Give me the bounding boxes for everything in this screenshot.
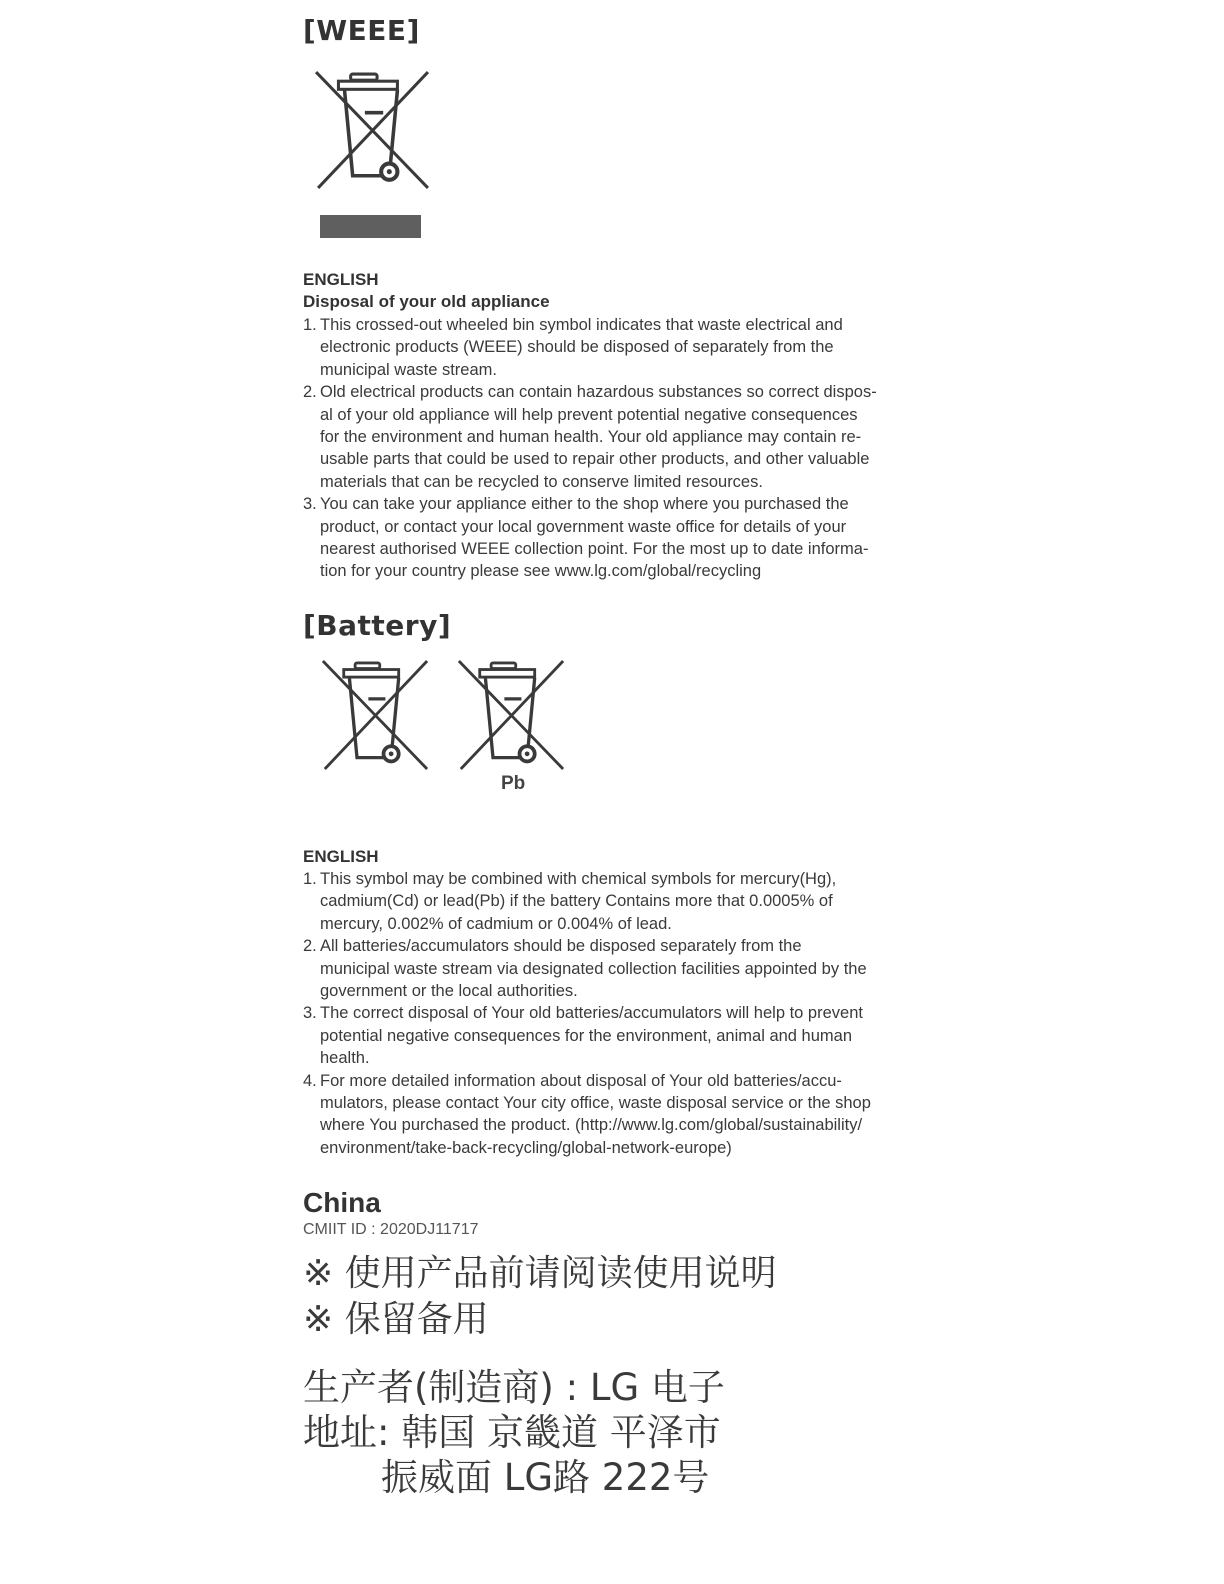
pb-label: Pb	[501, 772, 526, 794]
keep-for-reference-note: ※ 保留备用	[303, 1299, 489, 1341]
battery-lead-bin-icon	[457, 659, 565, 771]
list-item: 2. All batteries/accumulators should be disposed separately from the municipal waste stream via designated collection facilities appointed by the government or the local authorities.	[303, 937, 867, 1000]
battery-instructions-list	[303, 868, 903, 1159]
battery-section	[303, 609, 903, 847]
cmiit-id: CMIIT ID : 2020DJ11717	[303, 1221, 479, 1239]
address-line-2: 振威面 LG路 222号	[381, 1456, 710, 1500]
weee-title: [WEEE]	[303, 14, 420, 47]
weee-section	[303, 14, 903, 270]
list-item: 1. This crossed-out wheeled bin symbol indicates that waste electrical and electronic products (WEEE) should be disposed of separately from the municipal waste stream.	[303, 316, 843, 379]
battery-title: [Battery]	[303, 608, 452, 642]
china-section	[303, 1187, 903, 1500]
weee-disposal-heading: Disposal of your old appliance	[303, 292, 550, 311]
battery-language-heading: ENGLISH	[303, 846, 379, 866]
weee-language-heading: ENGLISH	[303, 270, 379, 289]
list-item: 2. Old electrical products can contain hazardous substances so correct dispos- al of your old appliance will help prevent potential negative consequences for the environment and human health. Your old appliance may contain re- usable parts that could be used to repair other products, and other valuable materials that can be recycled to conserve limited resources.	[303, 383, 877, 491]
list-item: 3. You can take your appliance either to the shop where you purchased the product, or contact your local government waste office for details of your nearest authorised WEEE collection point. For the most up to date informa- tion for your country please see www.lg.com/global/recycling	[303, 495, 869, 581]
weee-instructions-list	[303, 314, 903, 583]
manufacturer-line: 生产者(制造商) : LG 电子	[303, 1366, 725, 1410]
list-item: 3. The correct disposal of Your old batteries/accumulators will help to prevent potential negative consequences for the environment, animal and human health.	[303, 1004, 863, 1068]
list-item: 4. For more detailed information about disposal of Your old batteries/accu- mulators, please contact Your city office, waste disposal service or the shop where You purchased the product. (http://www.lg.com/global/sustainability/ environment/take-back-recycling/global-network-europe)	[303, 1071, 871, 1157]
list-item: 1. This symbol may be combined with chemical symbols for mercury(Hg), cadmium(Cd) or lead(Pb) if the battery Contains more that 0.0005% of mercury, 0.002% of cadmium or 0.004% of lead.	[303, 869, 837, 933]
address-line-1: 地址: 韩国 京畿道 平泽市	[303, 1411, 721, 1455]
read-manual-note: ※ 使用产品前请阅读使用说明	[303, 1253, 777, 1295]
black-bar-marker	[320, 215, 421, 238]
battery-bin-icon	[321, 659, 429, 771]
china-title: China	[303, 1187, 381, 1219]
crossed-out-bin-icon	[313, 70, 431, 190]
